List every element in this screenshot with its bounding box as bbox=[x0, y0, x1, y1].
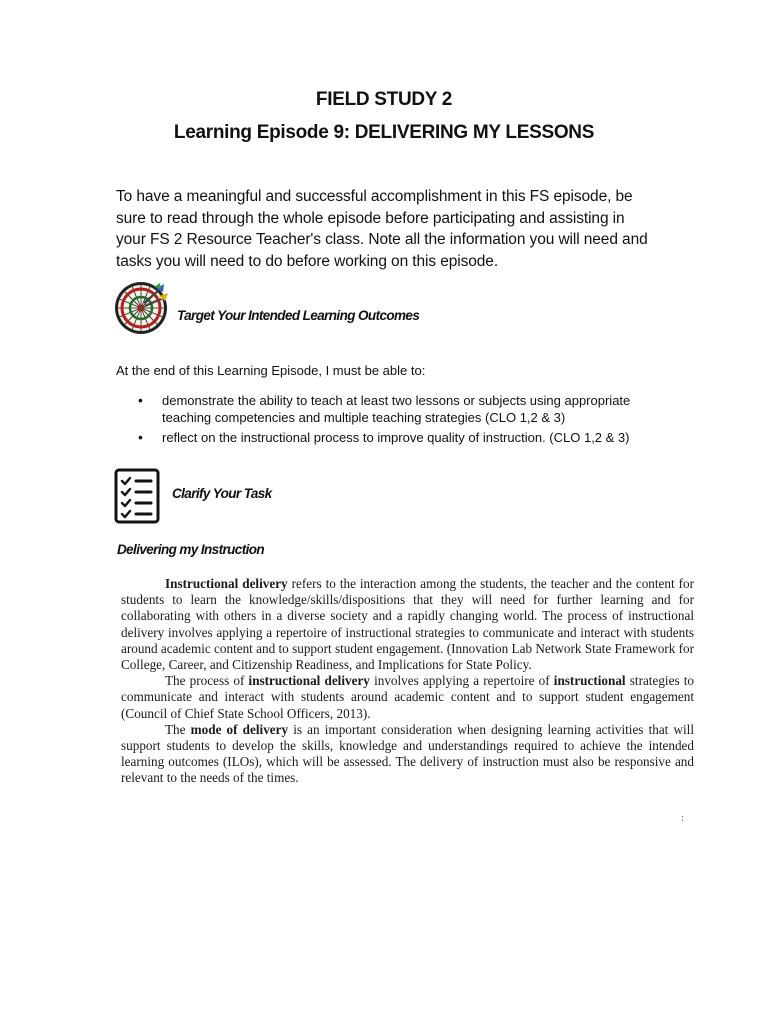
clarify-task-heading: Clarify Your Task bbox=[172, 486, 272, 501]
list-item: • reflect on the instructional process to improve quality of instruction. (CLO 1,2 & 3) bbox=[116, 429, 636, 446]
checklist-icon bbox=[114, 468, 160, 524]
target-outcomes-heading: Target Your Intended Learning Outcomes bbox=[177, 308, 420, 323]
paragraph-instructional-delivery: Instructional delivery refers to the interaction among the students, the teacher and the content for students to learn the knowledge/skills/dispositions that they will need for further learning and for collaborating with others in a diverse society and a rapidly changing world. The process of instructional delivery involves applying a repertoire of instructional strategies to communicate and interact with students around academic content and to support student engagement. (Innovation Lab Network State Framework for College, Career, and Citizenship Readiness, and Implications for State Policy. bbox=[121, 576, 694, 673]
episode-subtitle: Learning Episode 9: DELIVERING MY LESSONS bbox=[173, 122, 595, 143]
outcomes-list bbox=[116, 392, 636, 449]
list-item: • demonstrate the ability to teach at least two lessons or subjects using appropriate teaching competencies and multiple teaching strategies (CLO 1,2 & 3) bbox=[116, 392, 636, 426]
page-title: FIELD STUDY 2 bbox=[315, 89, 453, 110]
scan-speck: : bbox=[681, 812, 685, 824]
term-highlight: instructional bbox=[553, 673, 626, 689]
paragraph-process: The process of instructional delivery involves applying a repertoire of instructional strategies to communicate and interact with students around academic content and to support student engagement (Council of Chief State School Officers, 2013). bbox=[121, 673, 694, 721]
scanned-text-block bbox=[121, 576, 694, 787]
intro-paragraph: To have a meaningful and successful accomplishment in this FS episode, be sure to read through the whole episode before participating and assisting in your FS 2 Resource Teacher's class. Note all the information you will need and tasks you will need to do before working on this episode. bbox=[116, 188, 648, 270]
term-highlight: Instructional delivery bbox=[165, 576, 288, 591]
outcomes-lead-text: At the end of this Learning Episode, I must be able to: bbox=[116, 363, 426, 378]
term-highlight: instructional delivery bbox=[248, 673, 370, 689]
delivering-instruction-heading: Delivering my Instruction bbox=[117, 542, 265, 557]
dartboard-icon bbox=[114, 279, 170, 335]
term-highlight: mode of delivery bbox=[190, 721, 289, 737]
paragraph-mode-of-delivery: The mode of delivery is an important consideration when designing learning activities that will support students to develop the skills, knowledge and understandings required to achieve the intended learning outcomes (ILOs), which will be assessed. The delivery of instruction must also be responsive and relevant to the needs of the times. bbox=[121, 721, 695, 786]
